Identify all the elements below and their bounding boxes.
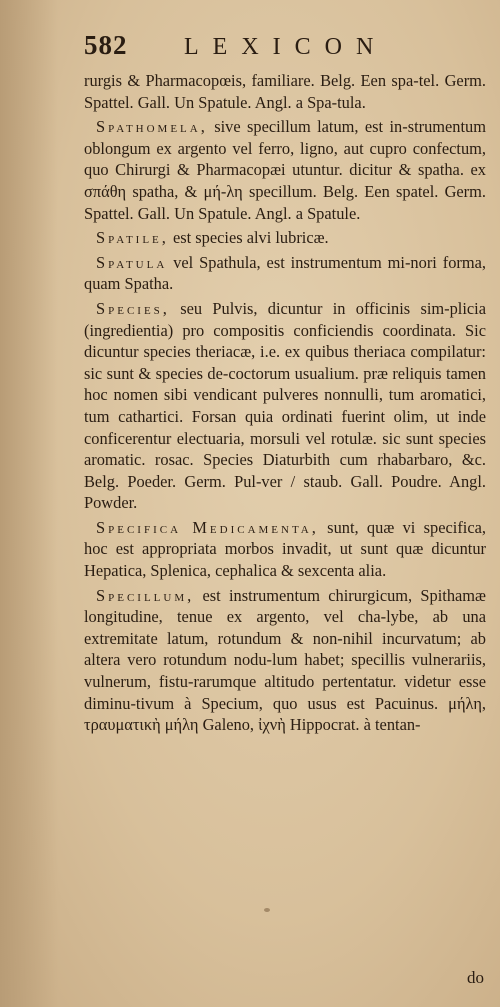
entry-spatile [84,227,486,249]
paper-stain [264,908,270,912]
page-header [84,30,486,70]
entry-headword: Spatile, [96,228,169,248]
entry-text: sive specillum latum, est in-strumentum oblongum ex argento vel ferro, ligno, aut cupro confectum, quo Chirurgi & Pharmacopæi utuntur. dicitur & spatha. ex σπάθη spatha, & μή-λη specillum. Belg. Een spatel. Germ. Spattel. Gall. Un Spatule. Angl. a Spatule. [84,117,486,223]
page-number: 582 [84,30,128,60]
entry-text: est species alvi lubricæ. [168,228,329,248]
entry-text: vel Spathula, est instrumentum mi-nori forma, quam Spatha. [84,252,486,294]
entry-text: est instrumentum chirurgicum, Spithamæ longitudine, tenue ex argento, vel cha-lybe, ab una extremitate latum, rotundum & non-nihil incurvatum; ab altera vero rotundum nodu-lum habet; specillis vulnerariis, vulnerum, fistu-rarumque altitudo pertentatur. videtur esse diminu-tivum à Specium, quo usus est Pacuinus. μήλη, τραυματικὴ μήλη Galeno, ἰχνὴ Hippocrat. à tentan- [84,585,486,735]
entry-species [84,298,486,514]
entry-headword: Specifica Medicamenta, [96,517,319,537]
entry-spathomela [84,116,486,224]
entry-text: sunt, quæ vi specifica, hoc est appropriata morbos invadit, ut sunt quæ dicuntur Hepatica, Splenica, cephalica & sexcenta alia. [84,517,486,581]
entry-text: rurgis & Pharmacopœis, familiare. Belg. Een spa-tel. Germ. Spattel. Gall. Un Spatule. Angl. a Spa-tula. [84,71,486,112]
binding-shadow [0,0,58,1007]
entry-spatula [84,252,486,295]
entry-headword: Species, [96,298,170,318]
lexicon-text [84,70,486,736]
entry-specillum [84,585,486,736]
entry-headword: Spatula [96,252,168,272]
running-title: LEXICON [184,34,388,60]
entry-text: seu Pulvis, dicuntur in officinis sim-plicia (ingredientia) pro compositis conficiendis coordinata. Sic dicuntur species theriacæ, i.e. ex quibus theriaca compilatur: sic sunt & species de-coctorum usualium. præ reliquis tamen hoc nomen sibi vendicant pulveres nonnulli, tum aromatici, tum cathartici. Forsan quia ordinati fuerint olim, ut inde conficerentur electuaria, morsuli vel rotulæ. sic sunt species aromatic. rosac. Species Diaturbith cum rhabarbaro, &c. Belg. Poeder. Germ. Pul-ver / staub. Gall. Poudre. Angl. Powder. [84,298,486,513]
entry-headword: Spathomela, [96,117,208,137]
entry-continuation [84,70,486,113]
catchword: do [467,968,484,987]
entry-specifica-medicamenta [84,517,486,582]
entry-headword: Specillum, [96,585,195,605]
